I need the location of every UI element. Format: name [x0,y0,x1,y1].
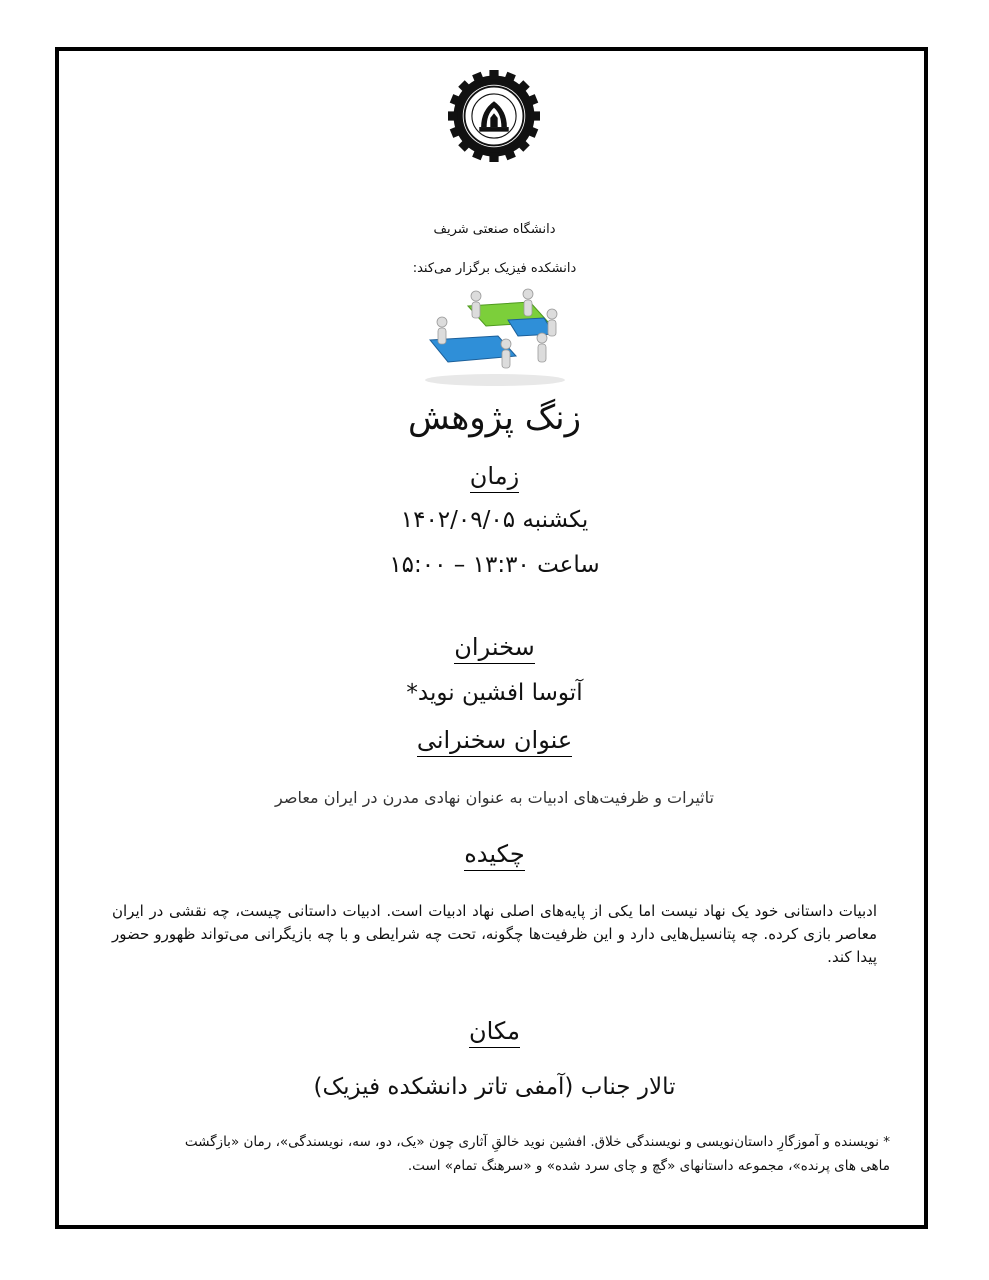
event-title: زنگ پژوهش [407,398,582,438]
venue-heading: مکان [0,1017,989,1045]
university-logo-icon [448,70,540,162]
talk-title: تاثیرات و ظرفیت‌های ادبیات به عنوان نهادی مدرن در ایران معاصر [275,788,714,807]
event-hours: ساعت ۱۳:۳۰ – ۱۵:۰۰ [389,552,600,578]
puzzle-people-icon [420,288,570,388]
abstract-text: ادبیات داستانی خود یک نهاد نیست اما یکی از پایه‌های اصلی نهاد ادبیات است. ادبیات داستانی چیست، چه نقشی در ایران معاصر بازی کرده. چه پتانسیل‌هایی دارد و این ظرفیت‌ها چگونه، تحت چه شرایطی و با چه بازیگرانی می‌تواند ظهورو حضور پیدا کند. [112,902,877,966]
event-date: یکشنبه ۱۴۰۲/۰۹/۰۵ [400,507,589,533]
speaker-footnote: * نویسنده و آموزگارِ داستان‌نویسی و نویسندگی خلاق. افشین نوید خالقِ آثاری چون «یک، دو، سه، نویسندگی»، رمان «بازگشت ماهی های پرنده»، مجموعه داستانهای «گچ و چای سرد شده» و «سرهنگ تمام» است. [184,1134,890,1174]
abstract-heading: چکیده [0,840,989,868]
university-name: دانشگاه صنعتی شریف [433,222,556,237]
organizer-line: دانشکده فیزیک برگزار می‌کند: [412,261,577,276]
speaker-name: آتوسا افشین نوید* [406,680,583,706]
speaker-heading: سخنران [0,633,989,661]
time-heading: زمان [0,462,989,490]
venue-place: تالار جناب (آمفی تاتر دانشکده فیزیک) [313,1074,676,1100]
talk-heading: عنوان سخنرانی [0,726,989,754]
